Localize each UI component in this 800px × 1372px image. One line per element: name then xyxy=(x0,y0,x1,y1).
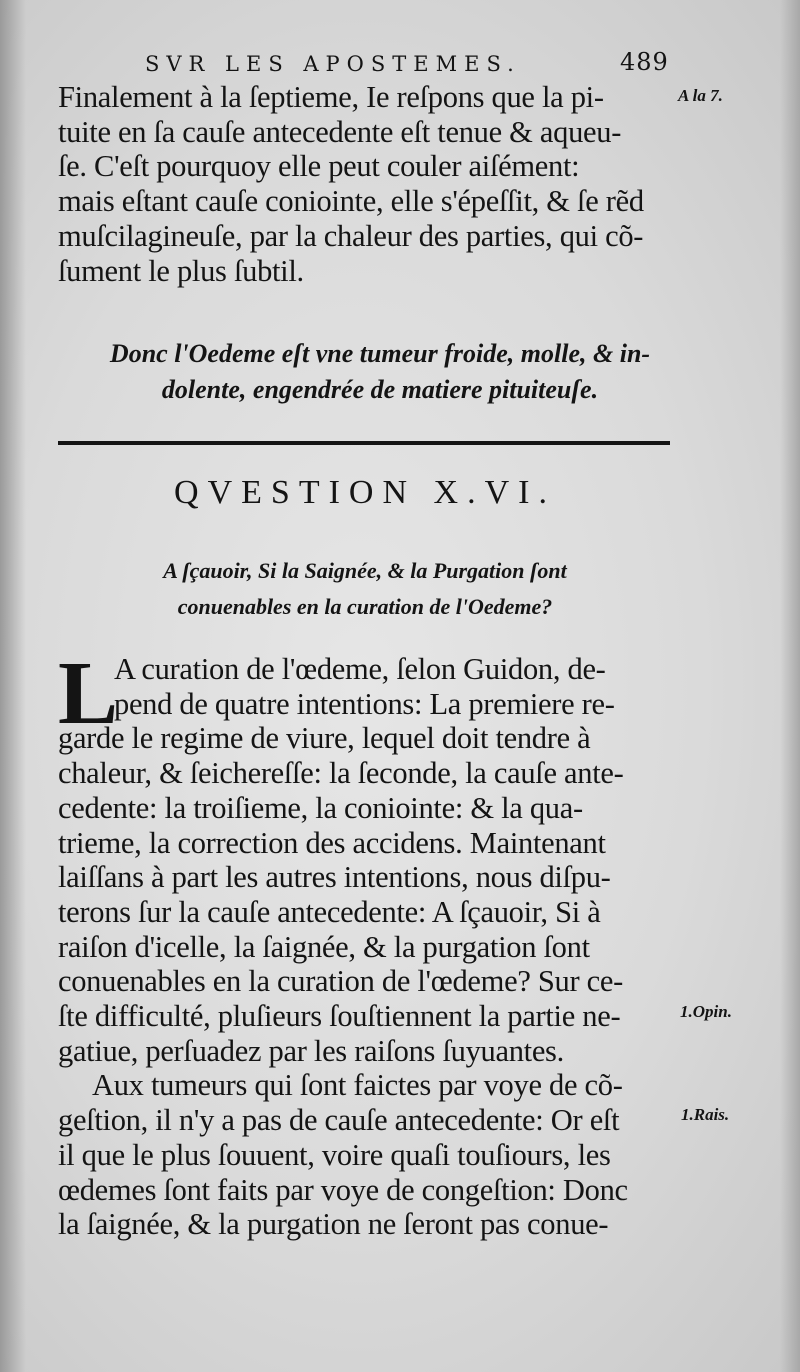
page-shadow-right xyxy=(780,0,800,1372)
paragraph-curation xyxy=(58,644,674,1242)
page-shadow-left xyxy=(0,0,26,1372)
text-line: terons ſur la cauſe antecedente: A ſçauoir, Si à xyxy=(58,894,601,929)
page-number: 489 xyxy=(620,48,669,76)
drop-cap-letter: L xyxy=(58,644,119,743)
margin-note-first-reason: 1.Rais. xyxy=(681,1105,730,1124)
margin-note-first-opinion: 1.Opin. xyxy=(680,1002,732,1021)
text-line: Finalement à la ſeptieme, Ie reſpons que la pi- xyxy=(58,80,604,114)
text-line: ſe. C'eſt pourquoy elle peut couler aiſément: xyxy=(58,149,580,184)
conclusion-italic xyxy=(70,336,690,408)
text-line: geſtion, il n'y a pas de cauſe antecedente: Or eſt xyxy=(58,1103,620,1138)
text-line: il que le plus ſouuent, voire quaſi touſiours, les xyxy=(58,1137,611,1172)
text-line: Aux tumeurs qui ſont faictes par voye de cõ- xyxy=(92,1068,623,1103)
conclusion-line: Donc l'Oedeme eſt vne tumeur froide, molle, & in- xyxy=(109,339,651,368)
text-line: mais eſtant cauſe coniointe, elle s'épeſſit, & ſe rẽd xyxy=(58,184,644,219)
text-line: conuenables en la curation de l'œdeme? Sur ce- xyxy=(58,964,624,999)
text-line: raiſon d'icelle, la ſaignée, & la purgation ſont xyxy=(58,929,590,964)
conclusion-line: dolente, engendrée de matiere pituiteuſe. xyxy=(161,375,599,404)
text-line: trieme, la correction des accidens. Maintenant xyxy=(58,825,606,860)
text-line: la ſaignée, & la purgation ne ſeront pas conue- xyxy=(58,1207,609,1242)
question-subtitle-line: conuenables en la curation de l'Oedeme? xyxy=(177,594,553,619)
text-line: laiſſans à part les autres intentions, nous diſpu- xyxy=(58,860,611,895)
text-line: ſte difficulté, pluſieurs ſouſtiennent la partie ne- xyxy=(58,999,621,1034)
text-line: gatiue, perſuadez par les raiſons ſuyuantes. xyxy=(58,1033,564,1068)
text-line: muſcilagineuſe, par la chaleur des parties, qui cõ- xyxy=(58,218,644,253)
text-line: pend de quatre intentions: La premiere re- xyxy=(114,686,615,721)
section-divider-rule xyxy=(58,441,670,445)
text-line: chaleur, & ſeichereſſe: la ſeconde, la cauſe ante- xyxy=(58,756,624,791)
text-line: cedente: la troiſieme, la coniointe: & la qua- xyxy=(58,790,583,825)
text-line: garde le regime de viure, lequel doit tendre à xyxy=(58,721,591,756)
text-line: A curation de l'œdeme, ſelon Guidon, de- xyxy=(114,652,606,686)
question-heading: QVESTION X.VI. xyxy=(174,474,556,511)
question-subtitle-line: A ſçauoir, Si la Saignée, & la Purgation ſont xyxy=(163,558,567,583)
text-line: tuite en ſa cauſe antecedente eſt tenue & aqueu- xyxy=(58,114,622,149)
margin-note-a-la-7: A la 7. xyxy=(678,86,723,105)
running-head: SVR LES APOSTEMES. xyxy=(145,52,521,76)
paragraph-reply-seventh xyxy=(58,80,674,288)
text-line: œdemes ſont faits par voye de congeſtion: Donc xyxy=(58,1172,628,1207)
question-subtitle xyxy=(60,553,670,625)
text-line: ſument le plus ſubtil. xyxy=(58,253,304,288)
